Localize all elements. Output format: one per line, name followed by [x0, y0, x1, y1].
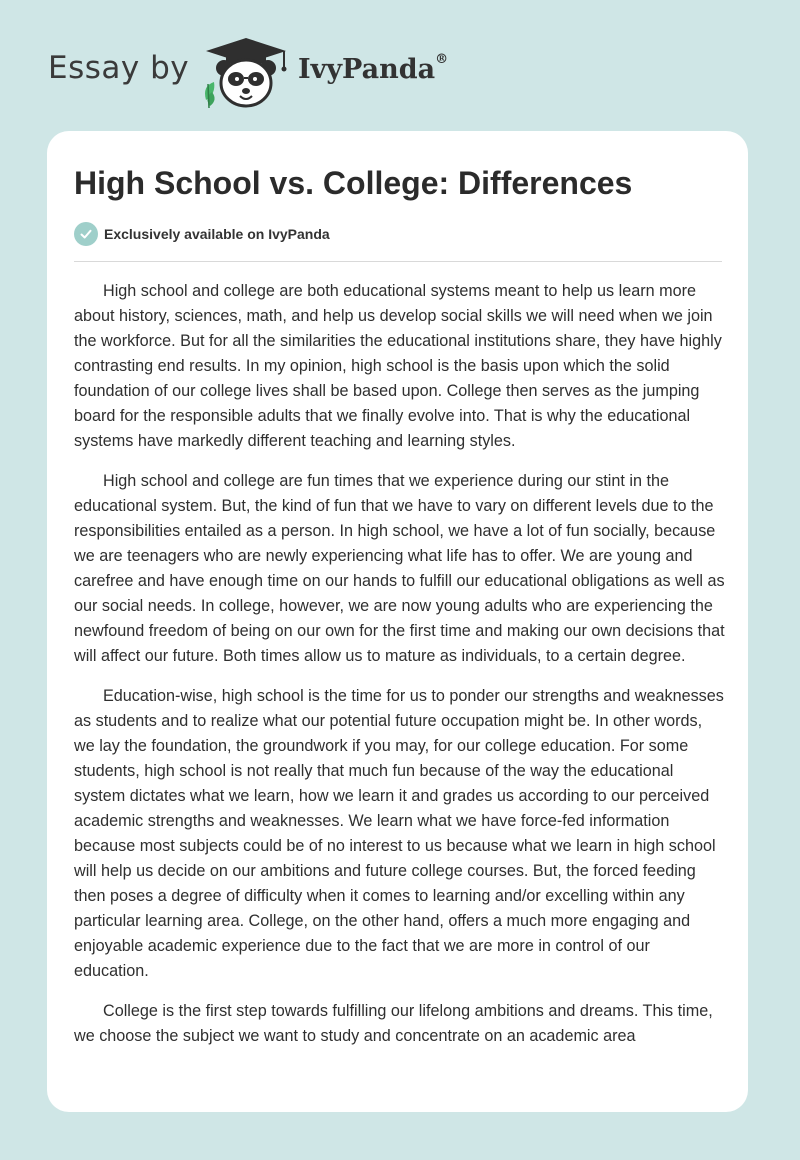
divider	[74, 261, 722, 262]
page-title: High School vs. College: Differences	[74, 165, 633, 201]
essay-paragraph: High school and college are fun times that we experience during our stint in the educational system. But, the kind of fun that we have to vary on different levels due to the responsibilities entailed as a person. In high school, we have a lot of fun socially, because we are teenagers who are newly experiencing what life has to offer. We are young and carefree and have enough time on our hands to fulfill our educational obligations as well as our social needs. In college, however, we are now young adults who are experiencing the newfound freedom of being on our own for the first time and making our own decisions that will affect our future. Both times allow us to mature as individuals, to a certain degree.	[74, 472, 725, 665]
essay-body	[74, 279, 726, 1064]
essay-paragraph: High school and college are both educational systems meant to help us learn more about history, sciences, math, and help us develop social skills we will need when we join the workforce. But for all the similarities the educational institutions share, they have highly contrasting end results. In my opinion, high school is the basis upon which the solid foundation of our college lives shall be based upon. College then serves as the jumping board for the responsible adults that we finally evolve into. That is why the educational systems have markedly different teaching and learning styles.	[74, 282, 722, 450]
check-icon	[74, 222, 98, 246]
essay-paragraph: College is the first step towards fulfilling our lifelong ambitions and dreams. This time, we choose the subject we want to study and concentrate on an academic area	[74, 1002, 713, 1045]
panda-graduate-icon[interactable]	[200, 38, 292, 110]
essay-by-label: Essay by	[48, 50, 190, 86]
essay-paragraph: Education-wise, high school is the time for us to ponder our strengths and weaknesses as students and to realize what our potential future occupation might be. In other words, we lay the foundation, the groundwork if you may, for our college education. For some students, high school is not really that much fun because of the way the educational system dictates what we learn, how we learn it and grades us according to our perceived academic strengths and weaknesses. We learn what we have force-fed information because most subjects could be of no interest to us because what we learn in high school will help us decide on our ambitions and future college courses. But, the forced feeding then poses a degree of difficulty when it comes to learning and/or excelling within any particular learning area. College, on the other hand, offers a much more engaging and enjoyable academic experience due to the fact that we are more in control of our education.	[74, 687, 724, 980]
brand-name-text: IvyPanda	[298, 54, 436, 85]
exclusive-badge-label: Exclusively available on IvyPanda	[104, 226, 330, 242]
essay-card	[47, 131, 748, 1112]
exclusive-badge	[74, 222, 330, 246]
site-header	[0, 0, 800, 120]
registered-mark: ®	[435, 52, 449, 67]
brand-name[interactable]	[298, 54, 448, 85]
